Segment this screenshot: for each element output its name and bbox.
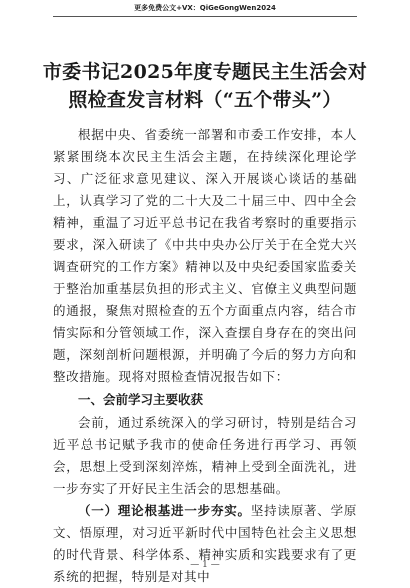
intro-paragraph: 根据中央、省委统一部署和市委工作安排，本人紧紧围绕本次民主生活会主题，在持续深化理论学习、广泛征求意见建议、深入开展谈心谈话的基础上，认真学习了党的二十大及二十届三中、四中全会精神，重温了习近平总书记在我省考察时的重要指示要求，深入研读了《中共中央办公厅关于在全党大兴调查研究的工作方案》精神以及中央纪委国家监委关于整治加重基层负担的形式主义、官僚主义典型问题的通报，聚焦对照检查的五个方面重点内容，结合市情实际和分管领域工作，深入查摆自身存在的突出问题，深刻剖析问题根源，并明确了今后的努力方向和整改措施。现将对照检查情况报告如下： — [53, 127, 357, 384]
header-divider — [53, 16, 357, 17]
subsection-heading-1: （一）理论根基进一步夯实。 — [78, 503, 251, 518]
subsection-1-text: 坚持读原著、学原文、悟原理，对习近平新时代中国特色社会主义思想的时代背景、科学体系、精神实质和实践要求有了更系统的把握，特别是对其中 — [53, 503, 357, 584]
subsection-1-paragraph — [53, 500, 357, 588]
document-body — [53, 124, 357, 588]
section-heading-1: 一、会前学习主要收获 — [78, 392, 204, 407]
page-number: — 1 — — [190, 560, 220, 570]
header-note: 更多免费公文+VX：QiGeGongWen2024 — [134, 4, 276, 12]
section-1-paragraph: 会前，通过系统深入的学习研讨，特别是结合习近平总书记赋予我市的使命任务进行再学习、再领会，思想上受到深刻淬炼，精神上受到全面洗礼，进一步夯实了开好民主生活会的思想基础。 — [53, 415, 357, 496]
document-title: 市委书记2025年度专题民主生活会对照检查发言材料（“五个带头”） — [42, 61, 368, 111]
